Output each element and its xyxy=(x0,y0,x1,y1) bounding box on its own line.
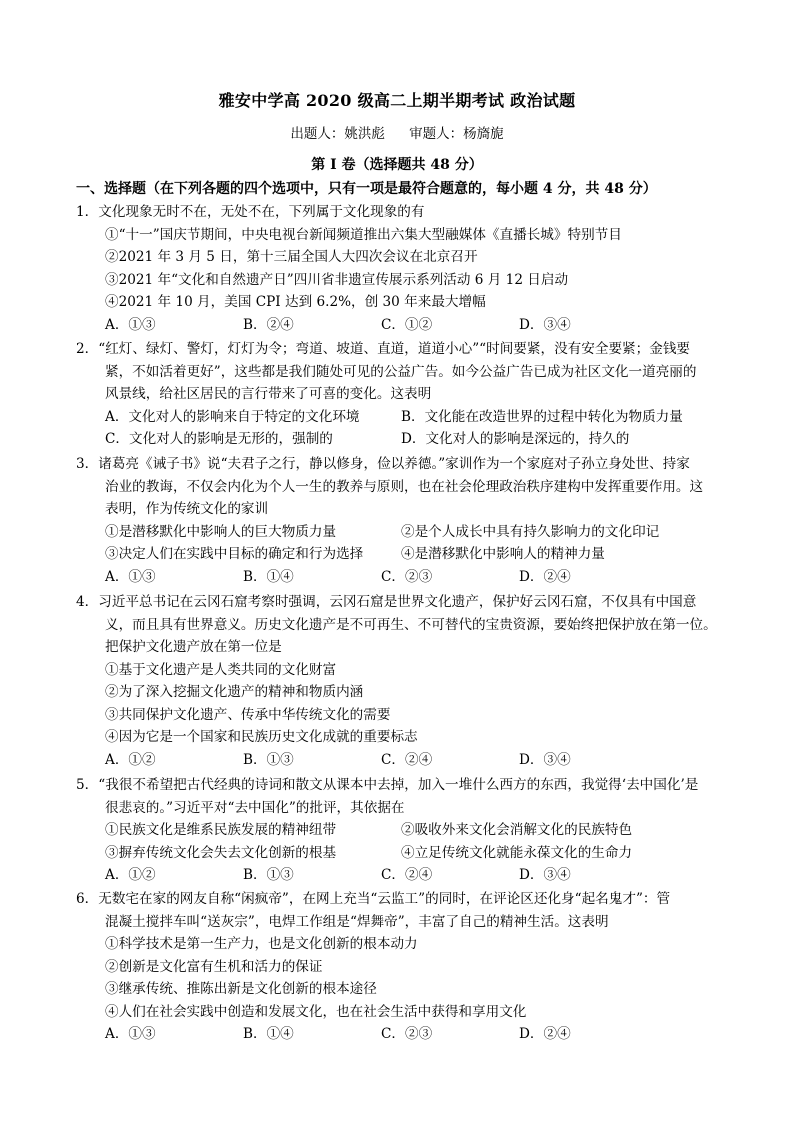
answer-choice-a[interactable]: A．①② xyxy=(105,867,156,883)
option-item: ①是潜移默化中影响人的巨大物质力量 xyxy=(105,523,337,540)
answer-choice-d[interactable]: D．③④ xyxy=(519,316,571,333)
question-stem: 6．无数宅在家的网友自称“闲疯帝”，在网上充当“云监工”的同时，在评论区还化身“起名鬼才”：管 xyxy=(76,891,671,907)
question-5 xyxy=(76,774,726,887)
answer-choice-d[interactable]: D．②④ xyxy=(519,568,571,585)
question-stem-cont: 很悲哀的。”习近平对“去中国化”的批评，其依据在 xyxy=(105,799,405,816)
option-item: ④立足传统文化就能永葆文化的生命力 xyxy=(401,844,633,861)
answer-choices xyxy=(76,749,726,772)
option-item: ③决定人们在实践中目标的确定和行为选择 xyxy=(105,546,364,562)
option-item: ②为了深入挖掘文化遗产的精神和物质内涵 xyxy=(105,684,364,700)
answer-choice-c[interactable]: C．②③ xyxy=(381,568,433,585)
question-2 xyxy=(76,338,726,451)
question-stem-cont: 表明，作为传统文化的家训 xyxy=(105,501,269,517)
answer-choice-d[interactable]: D．②④ xyxy=(519,1026,571,1042)
question-1 xyxy=(76,201,726,336)
question-stem: 2．“红灯、绿灯、警灯，灯灯为令；弯道、坡道、直道，道道小心”“时间要紧，没有安全要紧；金钱要 xyxy=(76,341,691,357)
option-item: ②创新是文化富有生机和活力的保证 xyxy=(105,958,323,975)
answer-choice-a[interactable]: A．①③ xyxy=(105,316,156,333)
option-row xyxy=(76,543,726,566)
question-stem: 3．诸葛亮《诫子书》说“夫君子之行，静以修身，俭以养德。”家训作为一个家庭对子孙立身处世、持家 xyxy=(76,456,690,472)
answer-choices xyxy=(76,864,726,887)
answer-choice-b[interactable]: B．①④ xyxy=(243,568,294,585)
option-item: ③摒弃传统文化会失去文化创新的根基 xyxy=(105,844,337,861)
option-item: ①基于文化遗产是人类共同的文化财富 xyxy=(105,661,337,678)
option-item: ③2021 年“文化和自然遗产日”四川省非遗宣传展示系列活动 6 月 12 日启动 xyxy=(105,271,569,288)
question-stem-cont: 混凝土搅拌车叫“送灰宗”，电焊工作组是“焊舞帝”，丰富了自己的精神生活。这表明 xyxy=(105,913,609,930)
answer-choice-a[interactable]: A．①③ xyxy=(105,568,156,585)
option-item: ②是个人成长中具有持久影响力的文化印记 xyxy=(401,523,660,540)
answer-choice-b[interactable]: B．①③ xyxy=(243,751,294,768)
question-stem-cont: 义，而且具有世界意义。历史文化遗产是不可再生、不可替代的宝贵资源，要始终把保护放在第一位。 xyxy=(105,616,717,633)
option-row xyxy=(76,428,726,451)
answer-choice-d[interactable]: D．③④ xyxy=(519,751,571,768)
question-4 xyxy=(76,591,726,771)
part-heading: 一、选择题（在下列各题的四个选项中，只有一项是最符合题意的，每小题 4 分，共 48 分） xyxy=(76,181,657,197)
option-item: ③共同保护文化遗产、传承中华传统文化的需要 xyxy=(105,706,391,723)
answer-choice-a[interactable]: A．①③ xyxy=(105,1026,156,1042)
answer-choice-c[interactable]: C．文化对人的影响是无形的，强制的 xyxy=(105,431,333,447)
author-line xyxy=(0,122,794,142)
answer-choice-c[interactable]: C．②④ xyxy=(381,867,433,883)
answer-choices xyxy=(76,1023,726,1046)
answer-choices xyxy=(76,314,726,337)
question-stem: 1．文化现象无时不在，无处不在，下列属于文化现象的有 xyxy=(76,204,425,220)
option-item: ④人们在社会实践中创造和发展文化，也在社会生活中获得和享用文化 xyxy=(105,1003,527,1020)
exam-title: 雅安中学高 2020 级高二上期半期考试 政治试题 xyxy=(218,91,576,110)
option-item: ③继承传统、推陈出新是文化创新的根本途径 xyxy=(105,981,377,997)
option-item: ①“十一”国庆节期间，中央电视台新闻频道推出六集大型融媒体《直播长城》特别节目 xyxy=(105,226,622,243)
answer-choice-b[interactable]: B．②④ xyxy=(243,316,294,333)
answer-choice-c[interactable]: C．①② xyxy=(381,316,433,333)
option-item: ④2021 年 10 月，美国 CPI 达到 6.2%，创 30 年来最大增幅 xyxy=(105,294,486,310)
question-stem-cont: 治业的教诲，不仅会内化为个人一生的教养与原则，也在社会伦理政治秩序建构中发挥重要作用。这 xyxy=(105,478,704,495)
question-6 xyxy=(76,888,726,1046)
option-item: ②2021 年 3 月 5 日，第十三届全国人大四次会议在北京召开 xyxy=(105,249,478,265)
answer-choice-b[interactable]: B．文化能在改造世界的过程中转化为物质力量 xyxy=(401,408,683,425)
answer-choice-c[interactable]: C．②④ xyxy=(381,751,433,768)
answer-choice-c[interactable]: C．②③ xyxy=(381,1026,433,1042)
option-row xyxy=(76,819,726,842)
answer-choices xyxy=(76,566,726,589)
answer-choice-d[interactable]: D．文化对人的影响是深远的，持久的 xyxy=(401,431,630,447)
option-item: ④因为它是一个国家和民族历史文化成就的重要标志 xyxy=(105,729,418,745)
option-row xyxy=(76,406,726,429)
option-item: ②吸收外来文化会消解文化的民族特色 xyxy=(401,822,633,838)
answer-choice-b[interactable]: B．①③ xyxy=(243,867,294,883)
question-stem-cont: 紧，不如活着更好”，这些都是我们随处可见的公益广告。如今公益广告已成为社区文化一道亮丽的 xyxy=(105,363,697,380)
question-stem: 4．习近平总书记在云冈石窟考察时强调，云冈石窟是世界文化遗产，保护好云冈石窟，不仅具有中国意 xyxy=(76,594,697,610)
question-stem: 5．“我很不希望把古代经典的诗词和散文从课本中去掉，加入一堆什么西方的东西，我觉得‘去中国化’是 xyxy=(76,777,699,793)
answer-choice-a[interactable]: A．文化对人的影响来自于特定的文化环境 xyxy=(105,408,360,425)
section-heading: 第 I 卷（选择题共 48 分） xyxy=(311,157,483,173)
option-row xyxy=(76,842,726,865)
reviewer-name: 审题人：杨旖旎 xyxy=(409,126,504,142)
answer-choice-d[interactable]: D．③④ xyxy=(519,867,571,883)
option-row xyxy=(76,521,726,544)
option-item: ①民族文化是维系民族发展的精神纽带 xyxy=(105,822,337,838)
answer-choice-a[interactable]: A．①② xyxy=(105,751,156,768)
question-3 xyxy=(76,453,726,588)
answer-choice-b[interactable]: B．①④ xyxy=(243,1026,294,1042)
setter-name: 出题人：姚洪彪 xyxy=(290,126,385,142)
option-item: ④是潜移默化中影响人的精神力量 xyxy=(401,546,605,562)
question-stem-cont: 风景线，给社区居民的言行带来了可喜的变化。这表明 xyxy=(105,386,432,402)
option-item: ①科学技术是第一生产力，也是文化创新的根本动力 xyxy=(105,936,418,952)
question-stem-cont: 把保护文化遗产放在第一位是 xyxy=(105,639,282,655)
